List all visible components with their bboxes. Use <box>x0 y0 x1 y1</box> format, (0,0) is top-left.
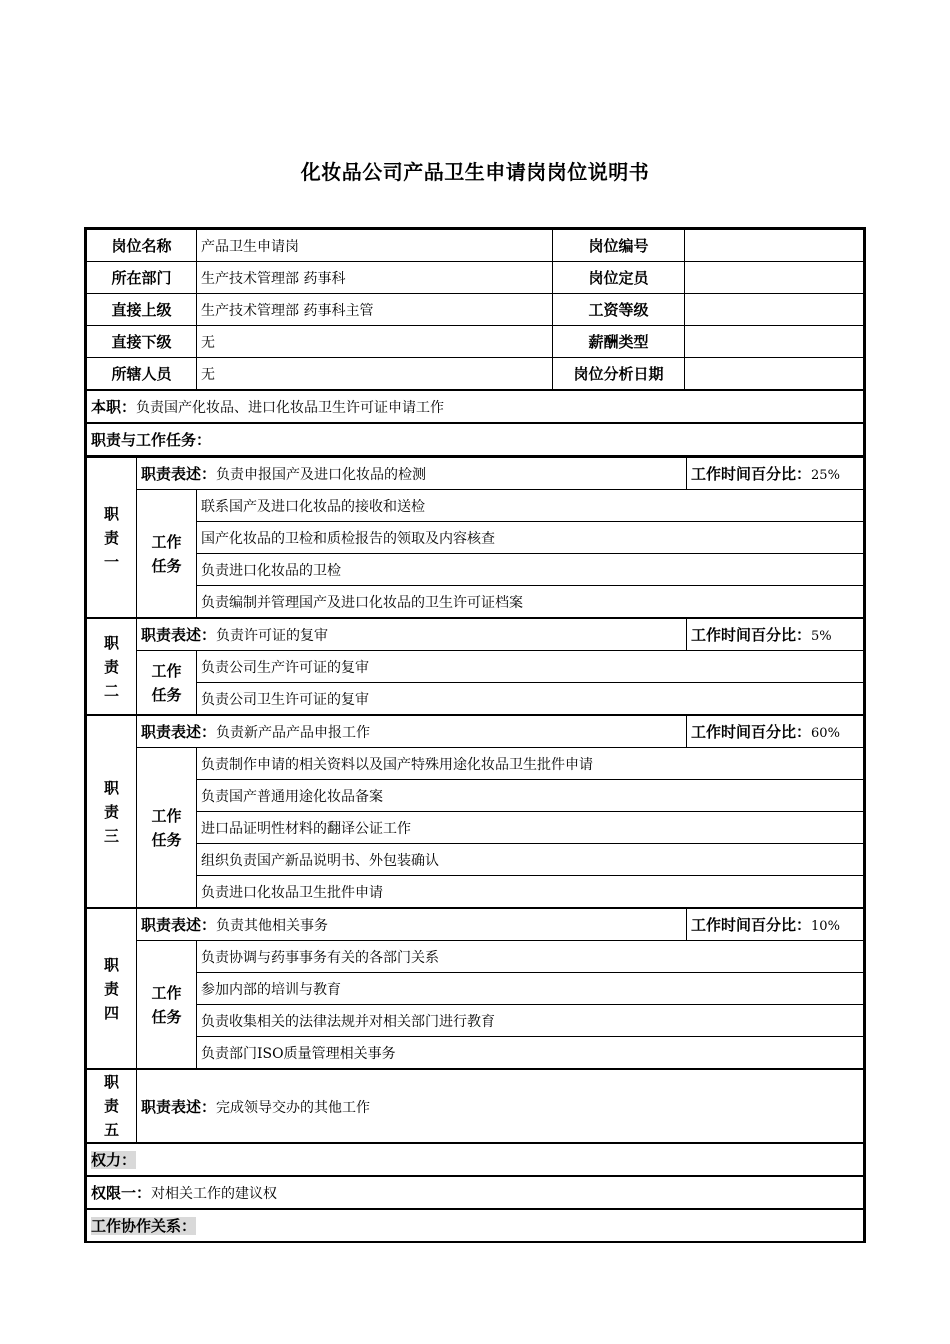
job-description-table <box>84 227 866 1243</box>
task-item: 负责制作申请的相关资料以及国产特殊用途化妆品卫生批件申请 <box>197 748 864 780</box>
info-row <box>87 358 864 391</box>
task-item: 负责编制并管理国产及进口化妆品的卫生许可证档案 <box>197 586 864 619</box>
info-row <box>87 294 864 326</box>
duty-desc-label: 职责表述： <box>141 723 217 741</box>
main-duty-text: 负责国产化妆品、进口化妆品卫生许可证申请工作 <box>136 400 445 416</box>
duty-pct: 25% <box>811 468 840 483</box>
info-value <box>685 230 864 262</box>
info-row <box>87 262 864 294</box>
info-value <box>685 326 864 358</box>
duty-pct: 10% <box>811 919 840 934</box>
duty-pct-label: 工作时间百分比： <box>691 916 812 934</box>
duty-desc-label: 职责表述： <box>141 465 217 483</box>
duties-table <box>86 456 864 1144</box>
page-title: 化妆品公司产品卫生申请岗岗位说明书 <box>300 160 650 184</box>
info-value <box>685 294 864 326</box>
duty-desc-cell <box>137 715 687 748</box>
duty-desc: 完成领导交办的其他工作 <box>216 1099 371 1116</box>
cooperation-label: 工作协作关系： <box>91 1217 197 1235</box>
info-value: 无 <box>197 326 553 358</box>
duty-desc: 负责申报国产及进口化妆品的检测 <box>216 467 427 483</box>
power-header <box>87 1144 864 1176</box>
info-value: 生产技术管理部 药事科主管 <box>197 294 553 326</box>
duty-desc-cell <box>137 908 687 941</box>
main-duty-table <box>86 391 864 456</box>
duty-desc-label: 职责表述： <box>141 626 217 644</box>
info-label: 所辖人员 <box>87 358 197 391</box>
task-item: 负责公司生产许可证的复审 <box>197 651 864 683</box>
info-value <box>685 358 864 391</box>
duty-pct-cell <box>687 618 864 651</box>
task-item: 负责部门ISO质量管理相关事务 <box>197 1037 864 1070</box>
power-item-text: 对相关工作的建议权 <box>151 1186 278 1202</box>
task-item: 负责进口化妆品卫生批件申请 <box>197 876 864 909</box>
power-table <box>86 1144 864 1241</box>
info-label: 直接上级 <box>87 294 197 326</box>
duty-name: 职 责 五 <box>87 1069 137 1143</box>
info-label: 岗位定员 <box>553 262 685 294</box>
info-row <box>87 230 864 262</box>
duty-desc: 负责新产品产品申报工作 <box>216 725 371 741</box>
info-label: 岗位分析日期 <box>553 358 685 391</box>
power-item-label: 权限一： <box>91 1184 152 1202</box>
duty-desc-cell <box>137 457 687 490</box>
duty-name: 职 责 二 <box>87 618 137 715</box>
power-item <box>87 1176 864 1209</box>
info-value: 产品卫生申请岗 <box>197 230 553 262</box>
cooperation-header <box>87 1209 864 1241</box>
task-item: 参加内部的培训与教育 <box>197 973 864 1005</box>
duty-desc-label: 职责表述： <box>141 1097 217 1116</box>
task-label: 工作 任务 <box>137 651 197 716</box>
task-item: 进口品证明性材料的翻译公证工作 <box>197 812 864 844</box>
duty-pct-label: 工作时间百分比： <box>691 465 812 483</box>
info-value: 生产技术管理部 药事科 <box>197 262 553 294</box>
duty-pct-cell <box>687 715 864 748</box>
duty-pct-cell <box>687 457 864 490</box>
info-label: 所在部门 <box>87 262 197 294</box>
duty-name: 职 责 四 <box>87 908 137 1069</box>
info-table <box>86 229 864 391</box>
task-item: 负责公司卫生许可证的复审 <box>197 683 864 716</box>
duty-name: 职 责 一 <box>87 457 137 618</box>
task-item: 联系国产及进口化妆品的接收和送检 <box>197 490 864 522</box>
task-item: 负责国产普通用途化妆品备案 <box>197 780 864 812</box>
info-value <box>685 262 864 294</box>
task-label: 工作 任务 <box>137 748 197 909</box>
task-label: 工作 任务 <box>137 490 197 619</box>
task-label: 工作 任务 <box>137 941 197 1070</box>
duty-pct: 5% <box>811 629 832 644</box>
info-label: 直接下级 <box>87 326 197 358</box>
info-label: 岗位名称 <box>87 230 197 262</box>
task-item: 负责收集相关的法律法规并对相关部门进行教育 <box>197 1005 864 1037</box>
duty-pct-label: 工作时间百分比： <box>691 626 812 644</box>
duty-desc: 负责许可证的复审 <box>216 628 329 644</box>
duty-desc: 负责其他相关事务 <box>216 918 329 934</box>
duty-desc-cell <box>137 1069 864 1143</box>
duty-pct-cell <box>687 908 864 941</box>
info-label: 薪酬类型 <box>553 326 685 358</box>
main-duty-row <box>87 391 864 423</box>
duty-pct: 60% <box>811 726 840 741</box>
duty-desc-cell <box>137 618 687 651</box>
main-duty-label: 本职： <box>91 398 137 416</box>
duties-header: 职责与工作任务： <box>87 423 864 456</box>
duty-name: 职 责 三 <box>87 715 137 908</box>
info-label: 工资等级 <box>553 294 685 326</box>
task-item: 组织负责国产新品说明书、外包装确认 <box>197 844 864 876</box>
duty-pct-label: 工作时间百分比： <box>691 723 812 741</box>
task-item: 负责协调与药事事务有关的各部门关系 <box>197 941 864 973</box>
info-row <box>87 326 864 358</box>
power-label: 权力： <box>91 1151 137 1169</box>
task-item: 负责进口化妆品的卫检 <box>197 554 864 586</box>
info-value: 无 <box>197 358 553 391</box>
duty-desc-label: 职责表述： <box>141 916 217 934</box>
task-item: 国产化妆品的卫检和质检报告的领取及内容核查 <box>197 522 864 554</box>
info-label: 岗位编号 <box>553 230 685 262</box>
